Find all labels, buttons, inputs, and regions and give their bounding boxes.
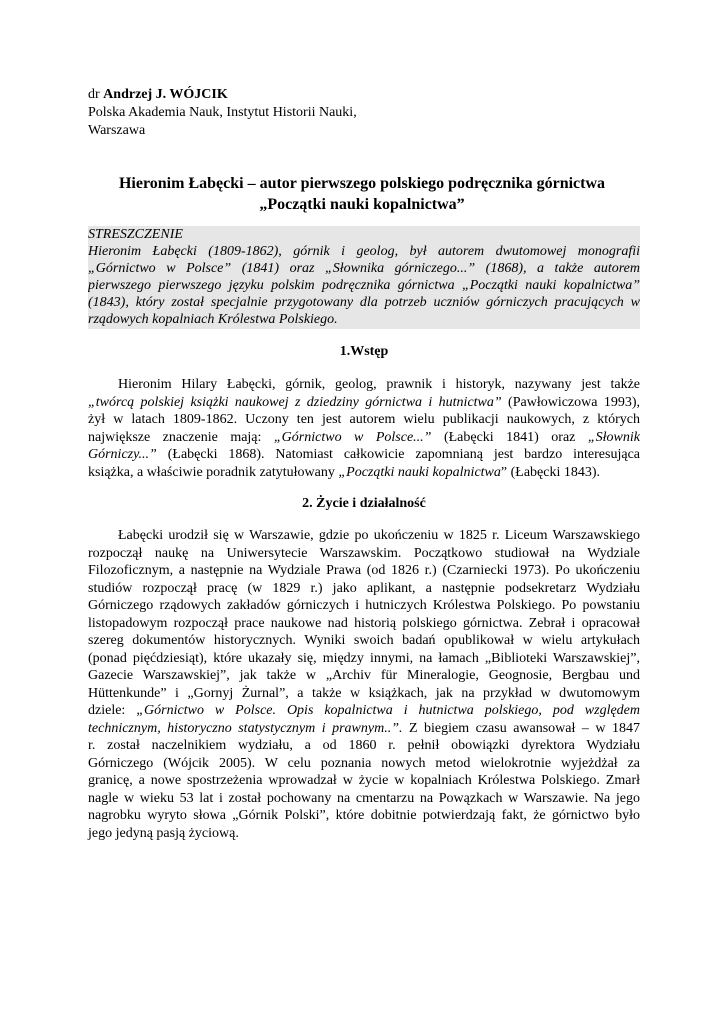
para-text: dziele:: [88, 703, 126, 718]
para-line: Hüttenkunde” i „Gornyj Żurnal”, a także w książkach, jak na przykład w dwutomowym: [88, 685, 640, 701]
title-line-1: Hieronim Łabęcki – autor pierwszego polskiego podręcznika górnictwa: [118, 175, 606, 192]
para-line: Górniczego rządowych zakładów górniczych i hutniczych Królestwa Polskiego. Po powstaniu: [88, 598, 640, 613]
para-line: [88, 720, 640, 738]
para-line: granicę, a nowe spostrzeżenia wprowadzał w życie w kopalniach Królestwa Polskiego. Zmarł: [88, 773, 640, 788]
section-heading-1: 1.Wstęp: [339, 344, 389, 359]
italic-quote: „Górnictwo w Polsce...”: [273, 429, 432, 445]
para-text: ” (Łabęcki 1843).: [500, 464, 601, 480]
para-text: (Łabęcki 1841) oraz: [431, 429, 588, 445]
section-1-paragraph: [88, 376, 640, 481]
para-line: nagrobku wyryto słowa „Górnik Polski”, które dobitnie potwierdzają fakt, że górnictwo było: [88, 808, 640, 823]
para-text: (Pawłowiczowa 1993),: [501, 394, 641, 410]
author-affiliation: Polska Akademia Nauk, Instytut Historii Nauki,: [88, 105, 357, 120]
author-prefix: dr: [88, 87, 104, 102]
para-line: Górniczego (Wójcik 2005). W celu poznania nowych metod wielokrotnie wyjeżdżał za: [88, 755, 640, 771]
para-line: szereg dokumentów historycznych. Wyniki swoich badań opublikował w wielu artykułach: [88, 633, 640, 648]
italic-quote: Górniczy...”: [88, 447, 157, 462]
para-line: Filozoficznym, a następnie na Wydziale Prawa (od 1826 r.) (Czarniecki 1973). Po ukończeniu: [88, 563, 640, 578]
para-text: największe znaczenie mają:: [88, 429, 274, 445]
abstract-line: (1843), który został specjalnie przygotowany dla potrzeb uczniów górniczych pracujących w: [88, 295, 640, 310]
para-line: [88, 464, 640, 482]
para-text: (Łabęcki 1868). Natomiast całkowicie zapomnianą jest bardzo interesująca: [156, 447, 640, 462]
italic-quote: „Górnictwo w Polsce. Opis kopalnictwa i hutnictwa polskiego, pod względem: [136, 703, 640, 718]
para-text: książka, a właściwie poradnik zatytułowany: [88, 464, 339, 480]
para-line: r. został naczelnikiem wydziału, a od 1860 r. pełnił obowiązki dyrektora Wydziału: [88, 738, 640, 753]
para-line: Gazecie Warszawskiej”, jak także w „Archiv für Mineralogie, Geognosie, Bergbau und: [88, 668, 640, 683]
author-block: [88, 86, 357, 140]
para-line: rozpoczął naukę na Uniwersytecie Warszawskim. Początkowo studiował na Wydziale: [88, 545, 640, 561]
italic-quote: „twórcą polskiej książki naukowej z dziedziny górnictwa i hutnictwa”: [88, 394, 502, 410]
author-name-line: [88, 86, 357, 104]
author-city: Warszawa: [88, 123, 146, 138]
para-line: Łabęcki urodził się w Warszawie, gdzie po ukończeniu w 1825 r. Liceum Warszawskiego: [118, 528, 640, 543]
italic-quote: technicznym, historyczno statystycznym i prawnym..”.: [88, 720, 403, 736]
author-name: Andrzej J. WÓJCIK: [103, 87, 228, 102]
para-line: [88, 429, 640, 447]
section-heading-2: 2. Życie i działalność: [302, 496, 426, 511]
para-text: Z biegiem czasu awansował – w 1847: [402, 720, 640, 736]
abstract-line: pierwszego pierwszego języku polskim podręcznika górnictwa „Początki nauki kopalnictwa”: [88, 278, 640, 293]
abstract-line: Hieronim Łabęcki (1809-1862), górnik i geolog, był autorem dwutomowej monografii: [88, 244, 640, 259]
para-line: jego jedyną pasją życiową.: [88, 825, 239, 841]
para-line: żył w latach 1809-1862. Uczony ten jest autorem wielu publikacji naukowych, z których: [88, 412, 640, 427]
abstract-line: rządowych kopalniach Królestwa Polskiego.: [88, 312, 338, 327]
abstract-box: [88, 226, 640, 329]
para-line: [88, 702, 640, 720]
section-2-paragraph: [88, 527, 640, 842]
para-line: Hieronim Hilary Łabęcki, górnik, geolog, prawnik i historyk, nazywany jest także: [118, 377, 640, 392]
title-line-2: „Początki nauki kopalnictwa”: [259, 196, 465, 213]
para-line: nagle w wieku 53 lat i został pochowany na cmentarzu na Powązkach w Warszawie. Na jego: [88, 790, 640, 806]
para-line: [88, 394, 640, 412]
abstract-line: „Górnictwo w Polsce” (1841) oraz „Słownika górniczego...” (1868), a także autorem: [88, 261, 640, 276]
para-line: (ponad pięćdziesiąt), które ukazały się, między innymi, na łamach „Biblioteki Warszawskiej”,: [88, 650, 640, 666]
paper-title: [60, 173, 664, 215]
para-line: listopadowym rozpoczął prace naukowe nad historią polskiego górnictwa. Zebrał i opracował: [88, 615, 640, 631]
para-line: [88, 446, 640, 464]
italic-quote: „Słownik: [587, 429, 640, 445]
para-line: studiów rozpoczął pracę (w 1829 r.) jako aplikant, a następnie podsekretarz Wydziału: [88, 580, 640, 596]
abstract-heading: STRESZCZENIE: [88, 227, 183, 242]
italic-quote: „Początki nauki kopalnictwa: [338, 464, 501, 480]
